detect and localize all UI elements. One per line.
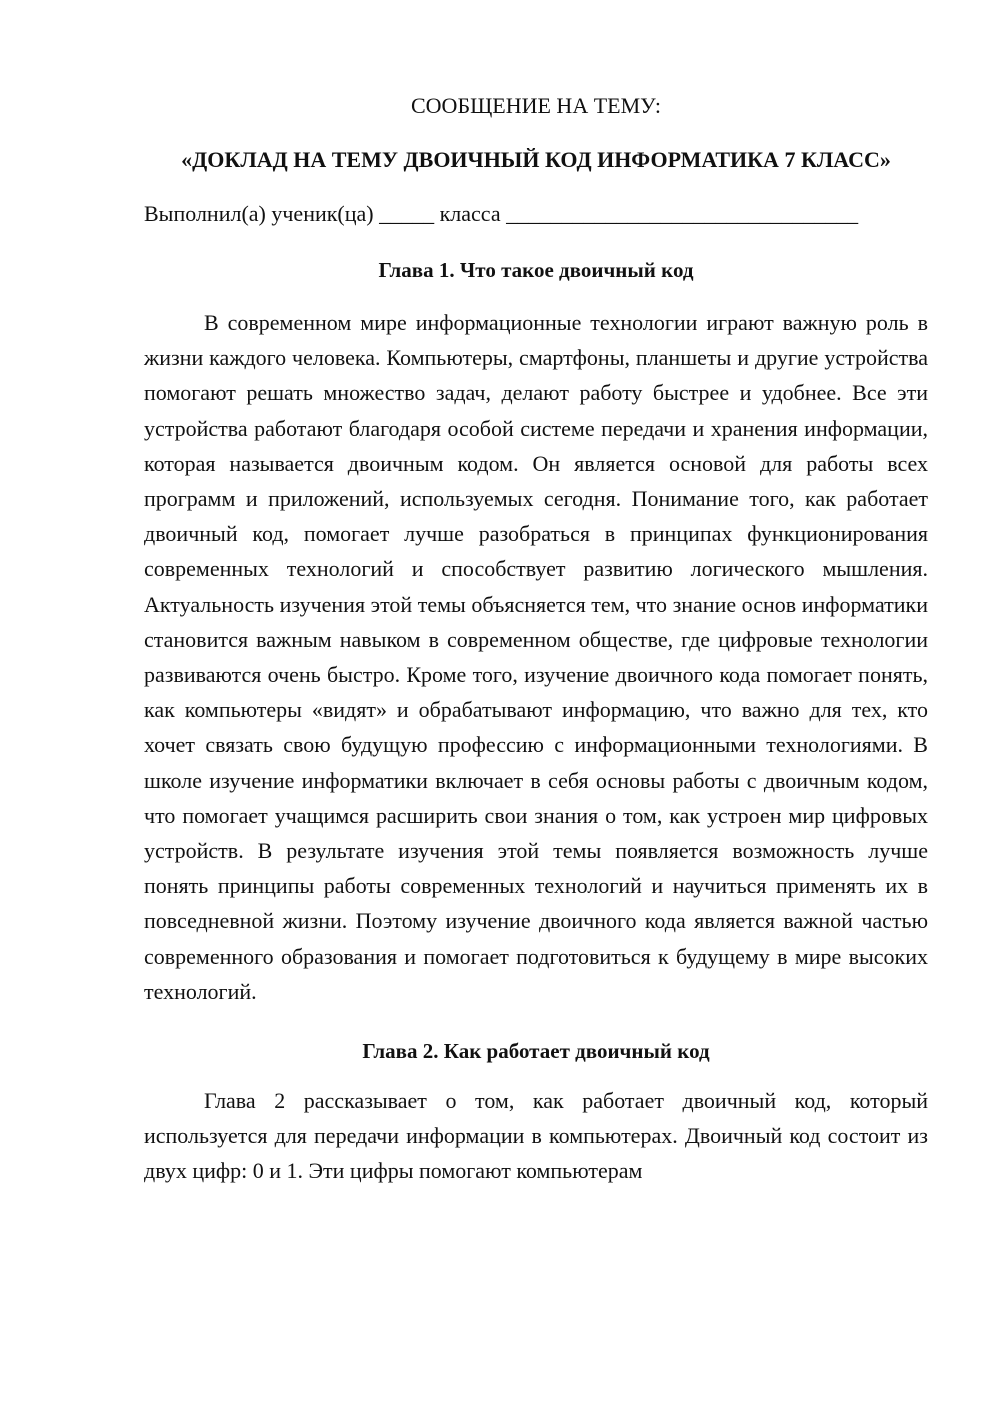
document-heading: СООБЩЕНИЕ НА ТЕМУ: [411, 93, 661, 118]
author-line: Выполнил(а) ученик(ца) _____ класса ________________________________ [144, 201, 859, 226]
chapter-2-title: Глава 2. Как работает двоичный код [362, 1039, 710, 1064]
chapter-1-title: Глава 1. Что такое двоичный код [378, 258, 694, 282]
document-page [144, 90, 928, 1189]
document-topic: «ДОКЛАД НА ТЕМУ ДВОИЧНЫЙ КОД ИНФОРМАТИКА 7 КЛАСС» [181, 147, 891, 172]
chapter-1-paragraph: В современном мире информационные технологии играют важную роль в жизни каждого человека. Компьютеры, смартфоны, планшеты и другие устройства помогают решать множество задач, делают работу быстрее и удобнее. Все эти устройства работают благодаря особой системе передачи и хранения информации, которая называется двоичным кодом. Он является основой для работы всех программ и приложений, используемых сегодня. Понимание того, как работает двоичный код, помогает лучше разобраться в принципах функционирования современных технологий и способствует развитию логического мышления. Актуальность изучения этой темы объясняется тем, что знание основ информатики становится важным навыком в современном обществе, где цифровые технологии развиваются очень быстро. Кроме того, изучение двоичного кода помогает понять, как компьютеры «видят» и обрабатывают информацию, что важно для тех, кто хочет связать свою будущую профессию с информационными технологиями. В школе изучение информатики включает в себя основы работы с двоичным кодом, что помогает учащимся расширить свои знания о том, как устроен мир цифровых устройств. В результате изучения этой темы появляется возможность лучше понять принципы работы современных технологий и научиться применять их в повседневной жизни. Поэтому изучение двоичного кода является важной частью современного образования и помогает подготовиться к будущему в мире высоких технологий. [144, 310, 928, 1004]
chapter-2-paragraph: Глава 2 рассказывает о том, как работает двоичный код, который используется для передачи информации в компьютерах. Двоичный код состоит из двух цифр: 0 и 1. Эти цифры помогают компьютерам [144, 1088, 928, 1184]
